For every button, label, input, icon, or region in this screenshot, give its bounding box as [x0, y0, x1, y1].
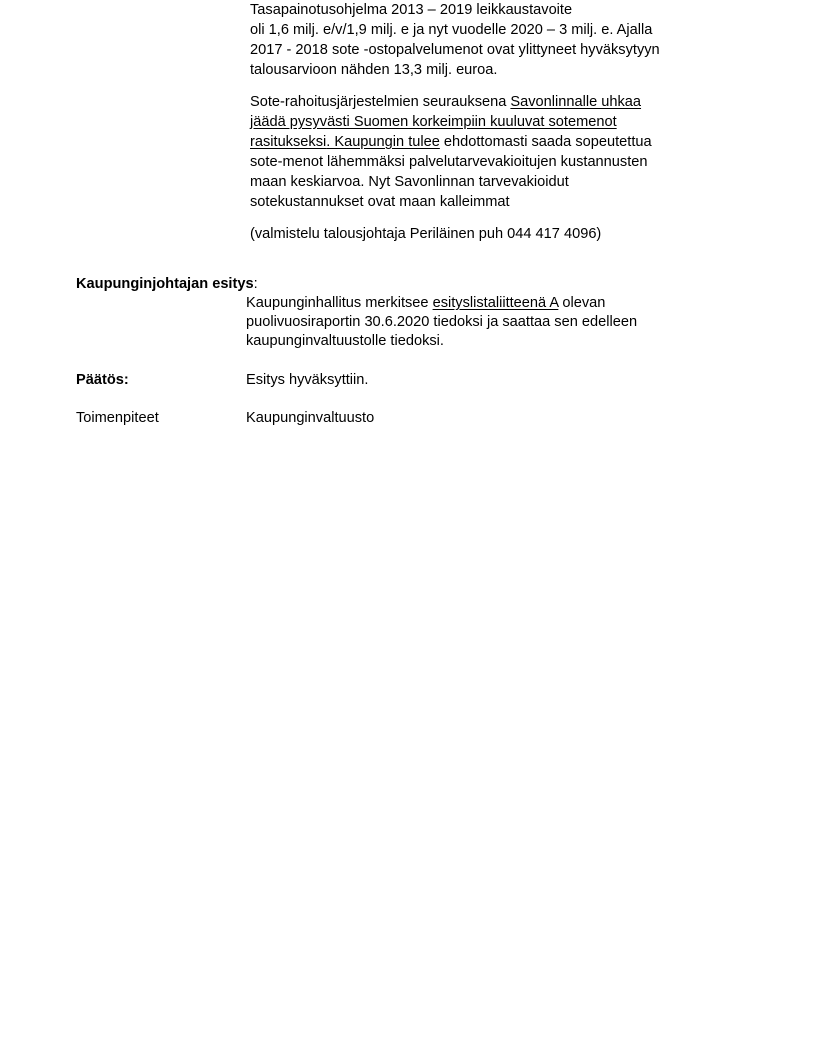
actions-text	[246, 408, 374, 428]
actions-label-text: Toimenpiteet	[76, 410, 159, 426]
text-line: oli 1,6 milj. e/v/1,9 milj. e ja nyt vuodelle 2020 – 3 milj. e. Ajalla	[250, 22, 653, 38]
underlined-text: rasitukseksi	[250, 134, 327, 150]
text-segment: ehdottomasti saada sopeutettua	[439, 134, 652, 150]
heading-line	[76, 274, 258, 294]
proposal-heading	[76, 274, 258, 294]
text-line	[250, 132, 652, 152]
text-segment: olevan	[558, 295, 606, 311]
text-line: sote-menot lähemmäksi palvelutarvevakioitujen kustannusten	[250, 154, 648, 170]
text-line: maan keskiarvoa. Nyt Savonlinnan tarvevakioidut	[250, 174, 569, 190]
text-line: 2017 - 2018 sote -ostopalvelumenot ovat ylittyneet hyväksytyyn	[250, 42, 660, 58]
text-segment: . Kaupungin tulee	[326, 134, 440, 150]
text-line: kaupunginvaltuustolle tiedoksi.	[246, 333, 444, 349]
text-line	[246, 294, 637, 313]
text-line: puolivuosiraportin 30.6.2020 tiedoksi ja saattaa sen edelleen	[246, 314, 638, 330]
section-heading: Kaupunginjohtajan esitys	[76, 276, 254, 292]
heading-colon: :	[253, 276, 258, 292]
underlined-text: Savonlinnalle uhkaa	[510, 94, 642, 110]
text-line: (valmistelu talousjohtaja Periläinen puh 044 417 4096)	[250, 226, 602, 242]
actions-label	[76, 408, 159, 428]
text-line: Tasapainotusohjelma 2013 – 2019 leikkaustavoite	[250, 2, 573, 18]
decision-label-text: Päätös:	[76, 372, 129, 388]
text-line: sotekustannukset ovat maan kalleimmat	[250, 194, 510, 210]
proposal-body	[246, 294, 637, 351]
decision-text	[246, 370, 368, 390]
underlined-text: jäädä pysyvästi Suomen korkeimpiin kuuluvat sotemenot	[250, 114, 617, 130]
attachment-reference: esityslistaliitteenä A	[432, 295, 559, 311]
text-segment: Sote-rahoitusjärjestelmien seurauksena	[250, 94, 511, 110]
decision-label	[76, 370, 129, 390]
paragraph-sote-funding	[250, 92, 652, 212]
actions-value: Kaupunginvaltuusto	[246, 410, 375, 426]
text-line	[250, 92, 652, 112]
text-line: talousarvioon nähden 13,3 milj. euroa.	[250, 62, 498, 78]
paragraph-balancing-program	[250, 0, 660, 80]
decision-value: Esitys hyväksyttiin.	[246, 372, 369, 388]
preparation-note	[250, 224, 601, 244]
text-segment: Kaupunginhallitus merkitsee	[246, 295, 433, 311]
text-line	[250, 112, 652, 132]
